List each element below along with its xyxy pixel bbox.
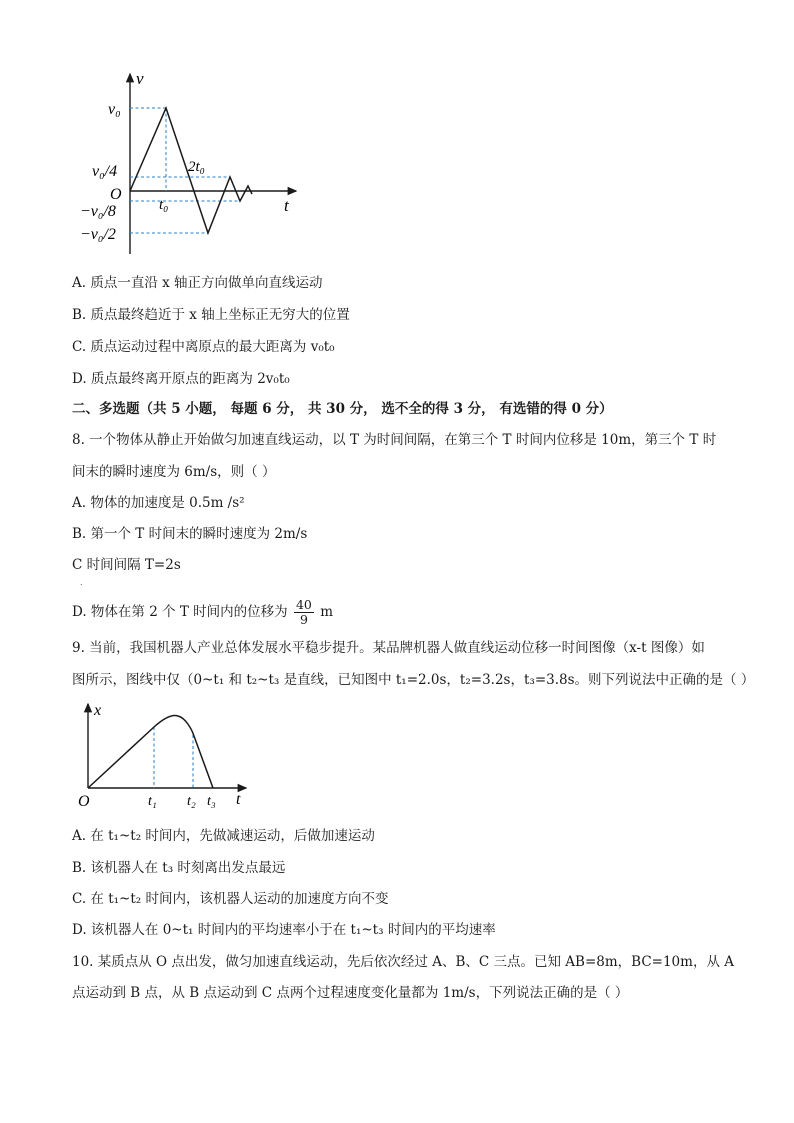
x-axis-label: x [94,702,102,719]
q10-stem-line1: 10. 某质点从 O 点出发，做匀加速直线运动，先后依次经过 A、B、C 三点。已知 AB=8m，BC=10m，从 A [72,954,734,970]
origin-label-2: O [78,793,90,810]
velocity-time-graph [70,68,330,268]
t3-label: t₃ [207,794,216,809]
v-axis-label: v [136,69,144,88]
section-title: 二、多选题（共 5 小题， 每题 6 分， 共 30 分， 选不全的得 3 分， 有选错的得 0 分） [72,401,613,417]
q8-option-c: C 时间间隔 T=2s [72,557,181,573]
neg-v0-eighth-label: −v₀/8 [80,203,116,220]
q7-option-b: B. 质点最终趋近于 x 轴上坐标正无穷大的位置 [72,307,350,323]
q7-option-a: A. 质点一直沿 x 轴正方向做单向直线运动 [72,275,323,291]
t2-label: t₂ [187,794,196,809]
t1-label: t₁ [148,794,157,809]
q9-stem-line2: 图所示，图线中仅（0~t₁ 和 t₂~t₃ 是直线，已知图中 t₁=2.0s，t₂=3.2s，t₃=3.8s。则下列说法中正确的是（ ） [72,672,755,688]
t-axis-label-2: t [236,791,241,808]
q10-stem-line2: 点运动到 B 点，从 B 点运动到 C 点两个过程速度变化量都为 1m/s，下列说法正确的是（ ） [72,985,629,1001]
2t0-label: 2t₀ [188,159,205,175]
fraction-numerator: 40 [295,597,312,612]
stray-dot: . [80,578,83,587]
origin-label: O [110,186,122,203]
position-curve [88,715,213,788]
neg-v0-half-label: −v₀/2 [80,226,116,243]
position-time-graph [72,700,272,815]
q8-option-d [72,593,333,631]
fraction [294,598,314,627]
q8-option-d-unit: m [320,604,333,620]
q9-option-c: C. 在 t₁~t₂ 时间内，该机器人运动的加速度方向不变 [72,891,389,907]
q7-option-d: D. 质点最终离开原点的距离为 2v₀t₀ [72,371,290,387]
t0-label: t₀ [159,197,169,213]
q8-option-a: A. 物体的加速度是 0.5m /s² [72,495,245,511]
q9-option-d: D. 该机器人在 0~t₁ 时间内的平均速率小于在 t₁~t₃ 时间内的平均速率 [72,922,496,938]
q8-stem-line1: 8. 一个物体从静止开始做匀加速直线运动，以 T 为时间间隔，在第三个 T 时间内位移是 10m，第三个 T 时 [72,432,717,448]
t-axis-label: t [284,196,289,215]
q9-option-b: B. 该机器人在 t₃ 时刻离出发点最远 [72,860,286,876]
q9-stem-line1: 9. 当前，我国机器人产业总体发展水平稳步提升。某品牌机器人做直线运动位移一时间图像（x-t 图像）如 [72,640,705,656]
q7-option-c: C. 质点运动过程中离原点的最大距离为 v₀t₀ [72,339,335,355]
v0-label: v₀ [108,101,121,118]
v0-quarter-label: v₀/4 [92,163,118,180]
q8-option-b: B. 第一个 T 时间末的瞬时速度为 2m/s [72,526,308,542]
fraction-denominator: 9 [299,612,308,627]
q9-option-a: A. 在 t₁~t₂ 时间内，先做减速运动，后做加速运动 [72,828,375,844]
q8-stem-line2: 间末的瞬时速度为 6m/s，则（ ） [72,464,276,480]
q8-option-d-text: D. 物体在第 2 个 T 时间内的位移为 [72,604,288,620]
